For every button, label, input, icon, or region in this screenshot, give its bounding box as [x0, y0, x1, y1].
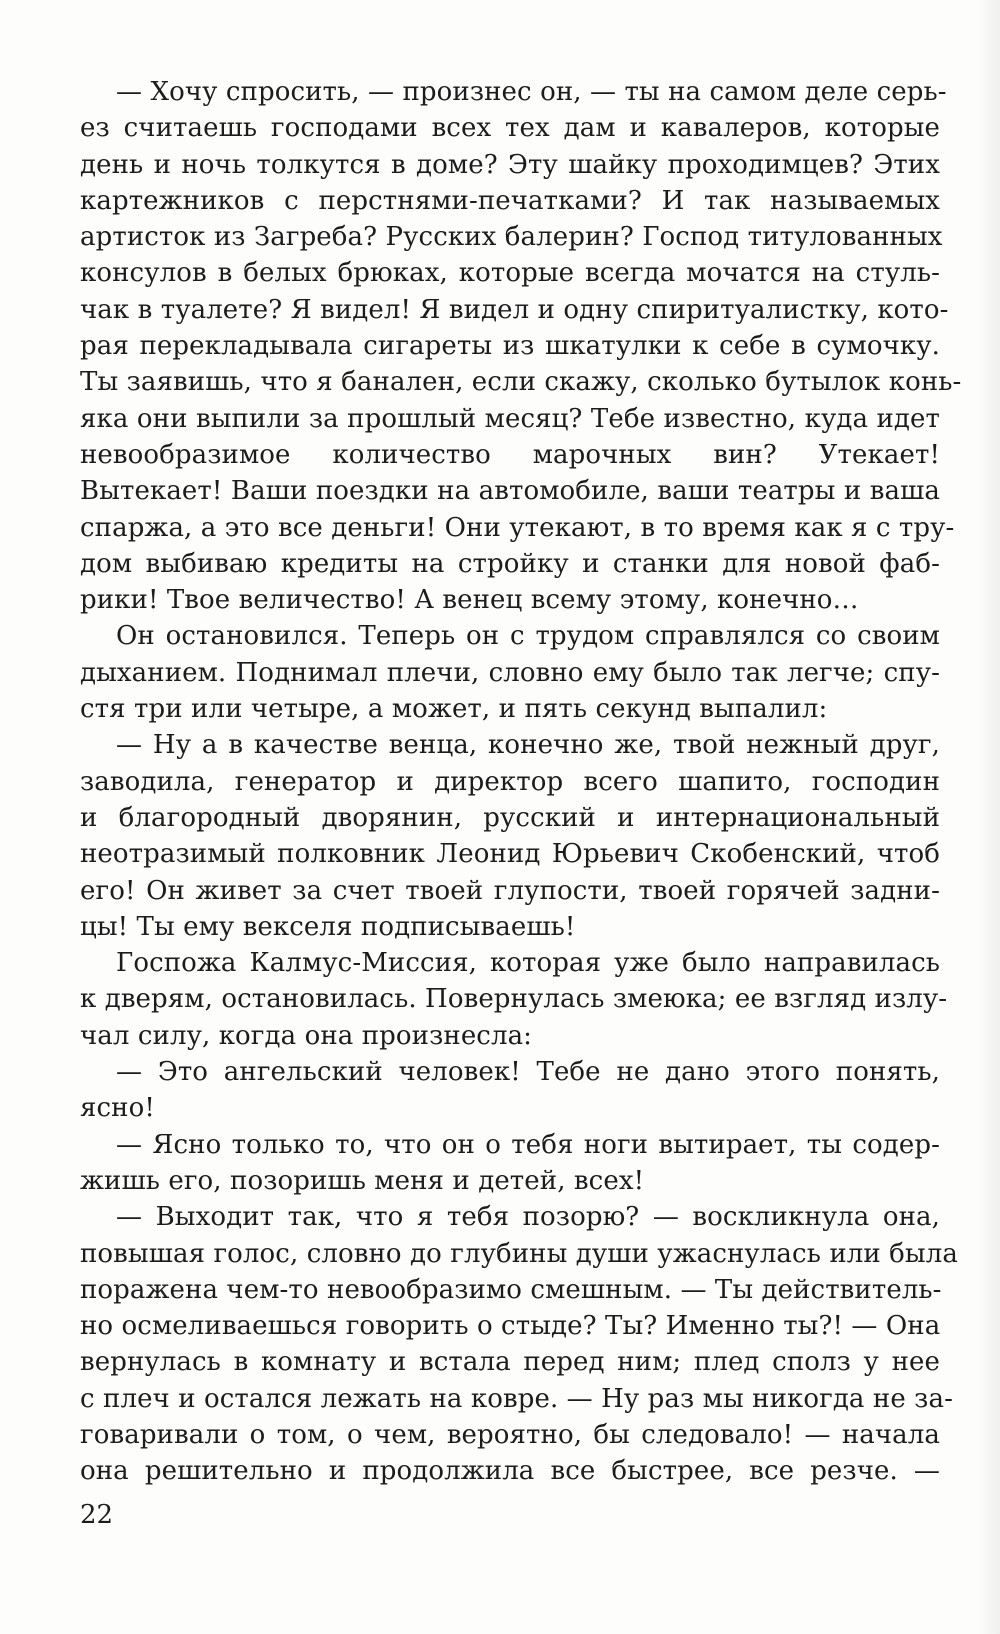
text-line: Вытекает! Ваши поездки на автомобиле, ваши театры и ваша [80, 476, 940, 507]
text-line: рики! Твое величество! А венец всему этому, конечно… [80, 585, 859, 616]
text-line: вернулась в комнату и встала перед ним; плед сполз у нее [80, 1347, 940, 1378]
text-line: к дверям, остановилась. Повернулась змеюка; ее взгляд излу- [80, 984, 948, 1015]
text-line: говаривали о том, о чем, вероятно, бы следовало! — начала [80, 1419, 940, 1450]
text-line: спаржа, а это все деньги! Они утекают, в то время как я с тру- [80, 512, 955, 543]
text-line: стя три или четыре, а может, и пять секунд выпалил: [80, 694, 828, 725]
text-line: Госпожа Калмус-Миссия, которая уже было направилась [116, 948, 940, 979]
text-line: чак в туалете? Я видел! Я видел и одну спиритуалистку, кото- [80, 294, 949, 325]
text-line: артисток из Загреба? Русских балерин? Господ титулованных [80, 222, 943, 253]
text-line: — Ну а в качестве венца, конечно же, твой нежный друг, [116, 730, 940, 761]
text-line: консулов в белых брюках, которые всегда мочатся на стуль- [80, 258, 940, 289]
text-line: жишь его, позоришь меня и детей, всех! [80, 1165, 645, 1196]
text-line: ясно! [80, 1093, 155, 1124]
text-line: его! Он живет за счет твоей глупости, твоей горячей задни- [80, 875, 940, 906]
text-line: яка они выпили за прошлый месяц? Тебе известно, куда идет [80, 403, 940, 434]
text-line: день и ночь толкутся в доме? Эту шайку проходимцев? Этих [80, 149, 940, 180]
text-line: — Ясно только то, что он о тебя ноги вытирает, ты содер- [116, 1129, 940, 1160]
text-line: картежников с перстнями-печатками? И так называемых [80, 185, 940, 216]
text-line: дом выбиваю кредиты на стройку и станки для новой фаб- [80, 548, 940, 579]
text-line: Ты заявишь, что я банален, если скажу, сколько бутылок конь- [80, 367, 962, 398]
text-line: дыханием. Поднимал плечи, словно ему было так легче; спу- [80, 657, 940, 688]
text-line: — Хочу спросить, — произнес он, — ты на самом деле серь- [116, 77, 947, 107]
text-line: ез считаешь господами всех тех дам и кавалеров, которые [80, 113, 940, 144]
text-line: невообразимое количество марочных вин? Утекает! [80, 439, 940, 470]
text-line: она решительно и продолжила все быстрее, все резче. — [80, 1456, 940, 1487]
page-edge-shadow [978, 0, 1000, 1634]
text-line: цы! Ты ему векселя подписываешь! [80, 911, 576, 942]
text-line: но осмеливаешься говорить о стыде? Ты? Именно ты?! — Она [80, 1311, 941, 1342]
page-number: 22 [80, 1500, 114, 1530]
text-line: заводила, генератор и директор всего шапито, господин [80, 766, 940, 797]
text-line: поражена чем-то невообразимо смешным. — Ты действитель- [80, 1274, 942, 1305]
text-line: — Выходит так, что я тебя позорю? — воскликнула она, [116, 1202, 940, 1233]
body-text [80, 74, 962, 1490]
text-line: чал силу, когда она произнесла: [80, 1020, 533, 1051]
text-line: и благородный дворянин, русский и интернациональный [80, 802, 940, 833]
text-line: рая перекладывала сигареты из шкатулки к себе в сумочку. [80, 331, 940, 362]
text-line: — Это ангельский человек! Тебе не дано этого понять, [116, 1057, 940, 1088]
text-line: повышая голос, словно до глубины души ужаснулась или была [80, 1238, 958, 1269]
text-line: с плеч и остался лежать на ковре. — Ну раз мы никогда не за- [80, 1383, 953, 1414]
text-line: Он остановился. Теперь он с трудом справлялся со своим [116, 621, 940, 652]
text-line: неотразимый полковник Леонид Юрьевич Скобенский, чтоб [80, 839, 940, 870]
